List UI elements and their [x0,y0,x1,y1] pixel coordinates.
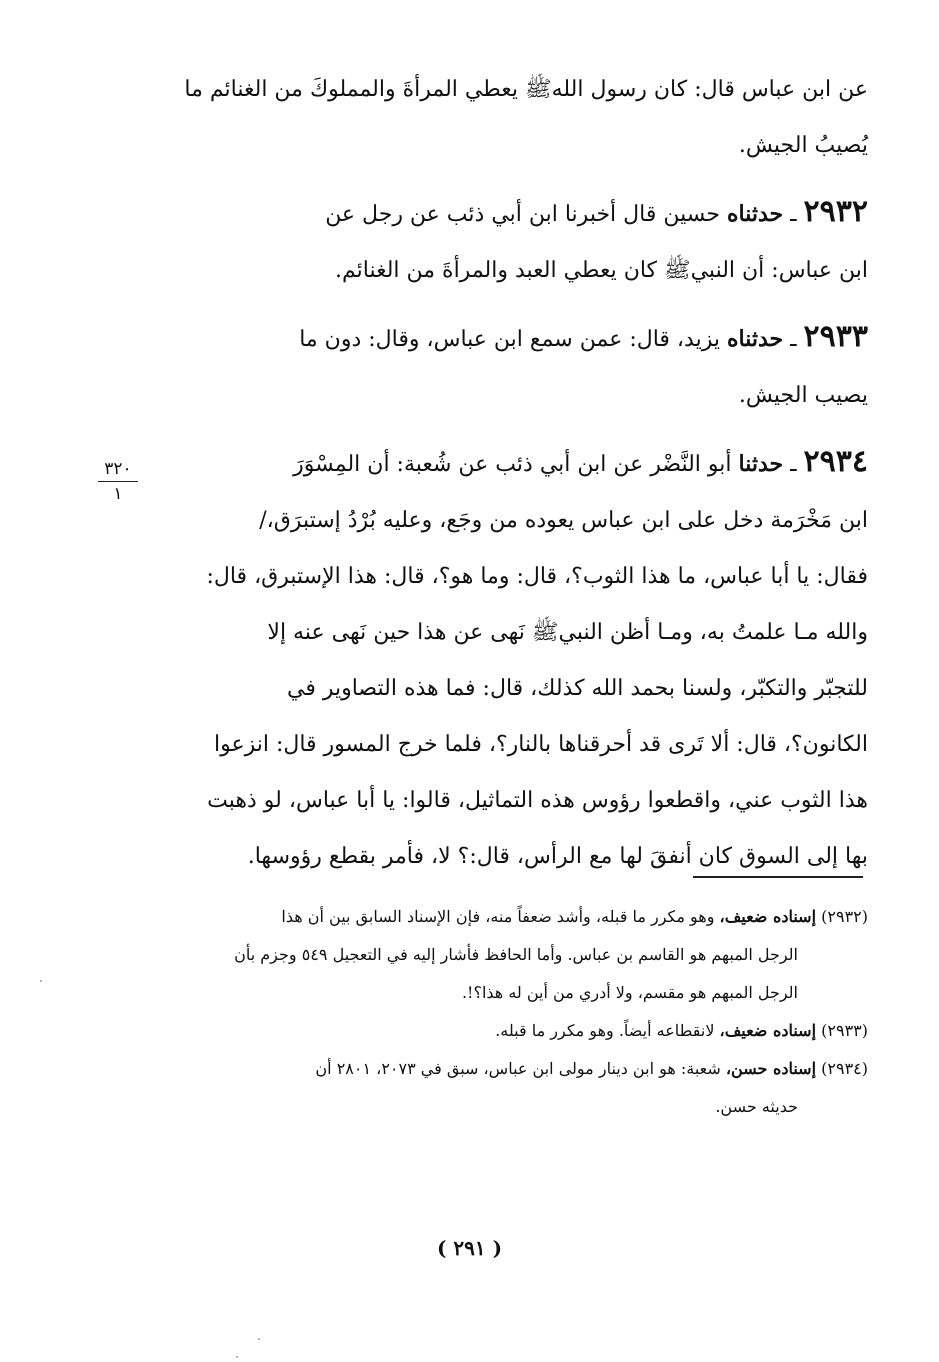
hadith-2933 [160,309,868,424]
hadith-text: حسين قال أخبرنا ابن أبي ذئب عن رجل عن ابن عباس: أن النبيﷺ كان يعطي العبد والمرأةَ من الغنائم. [325,202,868,283]
footnote-label: إسناده حسن، [725,1059,817,1078]
hadith-lead-word: حدثناه [726,201,784,227]
paragraph-text: عن ابن عباس قال: كان رسول اللهﷺ يعطي المرأةَ والمملوكَ من الغنائم ما يُصيبُ الجيش. [184,77,868,158]
footnote-ref: (٢٩٣٣) [821,1021,868,1040]
hadith-dash: ـ [783,452,804,477]
main-text-body [160,62,868,885]
hadith-text: يزيد، قال: عمن سمع ابن عباس، وقال: دون ما يصيب الجيش. [299,327,868,408]
hadith-2934 [160,434,868,885]
margin-volume-reference [96,458,140,505]
footnote-text: لانقطاعه أيضاً. وهو مكرر ما قبله. [495,1021,720,1040]
paragraph-intro [160,62,868,174]
scan-speck [40,980,42,982]
margin-volume-number: ١ [113,484,123,504]
hadith-lead-word: حدثنا [738,451,784,477]
footnote-text: وهو مكرر ما قبله، وأشد ضعفاً منه، فإن الإسناد السابق بين أن هذا [281,907,720,926]
footnote-text: شعبة: هو ابن دينار مولى ابن عباس، سبق في ٢٠٧٣، ٢٨٠١ أن [315,1059,726,1078]
footnote-ref: (٢٩٣٢) [821,907,868,926]
footnote-label: إسناده ضعيف، [719,1021,817,1040]
hadith-number: ٢٩٣٣ [803,319,868,354]
hadith-lead-word: حدثناه [726,326,784,352]
footnote-ref: (٢٩٣٤) [821,1059,868,1078]
page-number: ( ٢٩١ ) [436,1236,503,1260]
footnote-2934 [160,1050,868,1088]
footnote-separator [693,876,863,878]
footnote-2932 [160,898,868,936]
scan-speck [258,1338,260,1340]
hadith-number: ٢٩٣٤ [803,444,868,479]
footnote-label: إسناده ضعيف، [719,907,817,926]
hadith-dash: ـ [783,327,804,352]
hadith-number: ٢٩٣٢ [803,194,868,229]
footnotes-section [160,898,868,1126]
footnote-2934-continuation: حديثه حسن. [715,1097,798,1116]
scan-speck [236,1356,238,1358]
margin-volume-page: ٣٢٠ [104,459,132,479]
hadith-text: أبو النَّضْر عن ابن أبي ذئب عن شُعبة: أن المِسْوَرَ ابن مَخْرَمة دخل على ابن عباس يعوده من وجَع، وعليه بُرْدُ إستبرَق،/ فقال: يا أبا عباس، ما هذا الثوب؟، قال: وما هو؟، قال: هذا الإستبرق، قال: والله مـا علمتُ به، ومـا أظن النبيﷺ نَهى عن هذا حين نَهى عنه إلا للتجبّر والتكبّر، ولسنا بحمد الله كذلك، قال: فما هذه التصاوير في الكانون؟، قال: ألا تَرى قد أحرقناها بالنار؟، فلما خرج المسور قال: انزعوا هذا الثوب عني، واقطعوا رؤوس هذه التماثيل، قالوا: يا أبا عباس، لو ذهبت بها إلى السوق كان أنفقَ لها مع الرأس، قال:؟ لا، فأمر بقطع رؤوسها. [206,452,868,869]
footnote-2933 [160,1012,868,1050]
hadith-2932 [160,184,868,299]
footnote-2932-continuation: الرجل المبهم هو القاسم بن عباس. وأما الحافظ فأشار إليه في التعجيل ٥٤٩ وجزم بأن الرجل المبهم هو مقسم، ولا أدري من أين له هذا؟!. [234,945,798,1002]
margin-rule [98,481,138,482]
hadith-dash: ـ [783,202,804,227]
